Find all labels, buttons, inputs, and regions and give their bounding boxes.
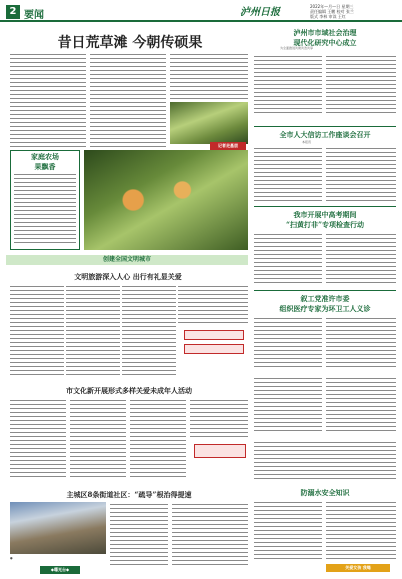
page-number: 2 <box>6 5 20 19</box>
promo-box-3 <box>194 444 246 458</box>
promo-box-1 <box>184 330 244 340</box>
article8-title: 主城区8条街道社区：“疏导”根治得提速 <box>66 490 192 499</box>
article9-body-2 <box>326 500 396 560</box>
right-bottom-body <box>254 440 396 480</box>
article4-title: 我市开展中高考期间 “扫黄打非”专项检查行动 <box>285 210 365 229</box>
article6-body-2 <box>66 284 120 376</box>
right-column-body <box>254 376 322 432</box>
article8-body <box>110 502 168 568</box>
headline-main: 昔日荒草滩 今朝传硕果 <box>57 35 203 51</box>
civilization-banner: 创建全国文明城市 <box>6 255 248 265</box>
article8-body-2 <box>172 502 248 568</box>
article4-body-2 <box>326 232 396 284</box>
article6-body-3 <box>122 284 176 376</box>
divider-2 <box>254 206 396 207</box>
photo-caption: ● <box>10 556 13 560</box>
right-column-body-2 <box>326 376 396 432</box>
article7-title: 市文化新开展形式多样关爱未成年人活动 <box>66 386 192 395</box>
page-header <box>0 0 402 22</box>
article6-title: 文明旅游深入人心 出行有礼显关爱 <box>74 272 182 281</box>
article2-body-2 <box>326 54 396 114</box>
sidebar-body <box>14 172 76 244</box>
article3-subtitle: 本报讯 <box>302 140 312 144</box>
article3-body <box>254 146 322 204</box>
sidebar-title: 家庭农场 果飘香 <box>31 152 59 171</box>
peach-photo <box>84 150 248 250</box>
article5-body <box>254 316 322 368</box>
article1-body-2 <box>90 52 166 148</box>
article7-body-4 <box>190 398 248 438</box>
divider-1 <box>254 126 396 127</box>
reporter-tag: 记者走基层 <box>210 142 246 150</box>
article2-title: 泸州市市域社会治理 现代化研究中心成立 <box>293 28 357 47</box>
article5-body-2 <box>326 316 396 368</box>
article3-body-2 <box>326 146 396 204</box>
article2-subtitle: 为全面推进共建共治共享 <box>280 46 314 50</box>
article6-body-4 <box>178 284 248 324</box>
article1-body <box>10 52 86 148</box>
article3-title: 全市人大信访工作座谈会召开 <box>279 130 371 139</box>
article4-body <box>254 232 322 284</box>
article6-body <box>10 284 64 376</box>
divider-3 <box>254 290 396 291</box>
article7-body-2 <box>70 398 126 478</box>
header-meta: 2022年—月—日 星期三 责任编辑 王鹏 校对 张兰 版式 李林 审读 王红 <box>310 4 354 19</box>
article7-body-3 <box>130 398 186 478</box>
article7-body <box>10 398 66 478</box>
newspaper-logo: 泸州日报 <box>240 7 280 18</box>
article1-body-3 <box>170 52 248 100</box>
article9-title: 防溺水安全知识 <box>300 488 350 497</box>
article2-body <box>254 54 322 114</box>
article5-title: 叙工党准许市委 组织医疗专家为环卫工人义诊 <box>279 294 371 313</box>
section-name: 要闻 <box>24 10 44 21</box>
promo-box-2 <box>184 344 244 354</box>
bottom-logo: ◆曝光台◆ <box>40 566 80 574</box>
article9-body <box>254 500 322 560</box>
orchard-photo <box>170 102 248 144</box>
bottom-right-tag: 关爱女孩 我喝 <box>326 564 390 572</box>
community-photo <box>10 502 106 554</box>
